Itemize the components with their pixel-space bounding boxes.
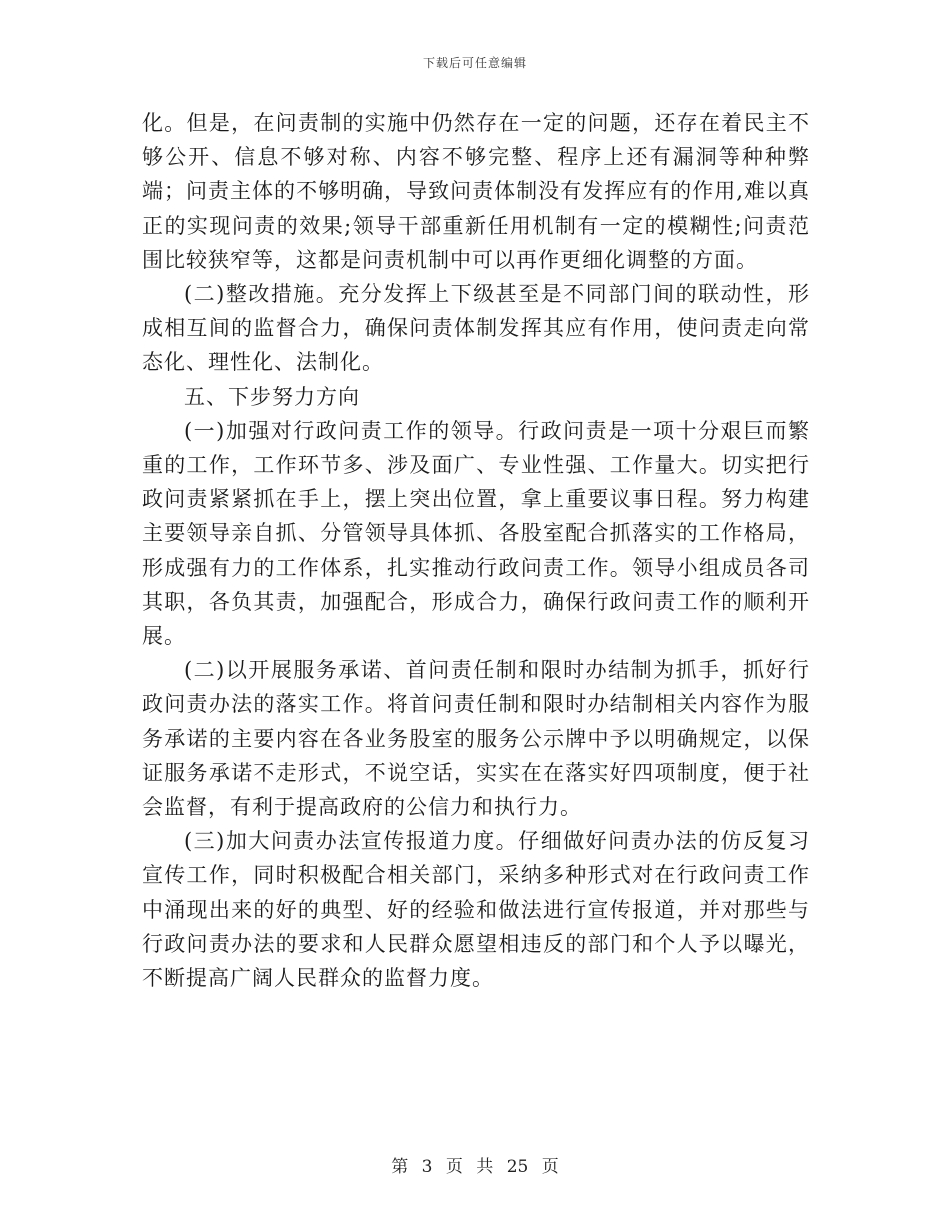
paragraph-4: (二)以开展服务承诺、首问责任制和限时办结制为抓手，抓好行政问责办法的落实工作。将首问责任制和限时办结制相关内容作为服务承诺的主要内容在各业务股室的服务公示牌中予以明确规定，以保证服务承诺不走形式，不说空话，实实在在落实好四项制度，便于社会监督，有利于提高政府的公信力和执行力。 [142, 658, 810, 820]
page-number: 第 3 页 共 25 页 [391, 1157, 559, 1177]
paragraph-5: (三)加大问责办法宣传报道力度。仔细做好问责办法的仿反复习宣传工作，同时积极配合相关部门，采纳多种形式对在行政问责工作中涌现出来的好的典型、好的经验和做法进行宣传报道，并对那些与行政问责办法的要求和人民群众愿望相违反的部门和个人予以曝光，不断提高广阔人民群众的监督力度。 [142, 829, 810, 991]
section-heading: 五、下步努力方向 [184, 384, 360, 409]
page-header-note: 下载后可任意编辑 [422, 56, 527, 70]
paragraph-1: 化。但是，在问责制的实施中仍然存在一定的问题，还存在着民主不够公开、信息不够对称、内容不够完整、程序上还有漏洞等种种弊端；问责主体的不够明确，导致问责体制没有发挥应有的作用,难以真正的实现问责的效果;领导干部重新任用机制有一定的模糊性;问责范围比较狭窄等，这都是问责机制中可以再作更细化调整的方面。 [142, 111, 810, 272]
paragraph-2: (二)整改措施。充分发挥上下级甚至是不同部门间的联动性，形成相互间的监督合力，确保问责体制发挥其应有作用，使问责走向常态化、理性化、法制化。 [142, 282, 810, 375]
document-body [142, 106, 810, 995]
paragraph-3: (一)加强对行政问责工作的领导。行政问责是一项十分艰巨而繁重的工作，工作环节多、涉及面广、专业性强、工作量大。切实把行政问责紧紧抓在手上，摆上突出位置，拿上重要议事日程。努力构建主要领导亲自抓、分管领导具体抓、各股室配合抓落实的工作格局，形成强有力的工作体系，扎实推动行政问责工作。领导小组成员各司其职，各负其责，加强配合，形成合力，确保行政问责工作的顺利开展。 [142, 418, 810, 649]
